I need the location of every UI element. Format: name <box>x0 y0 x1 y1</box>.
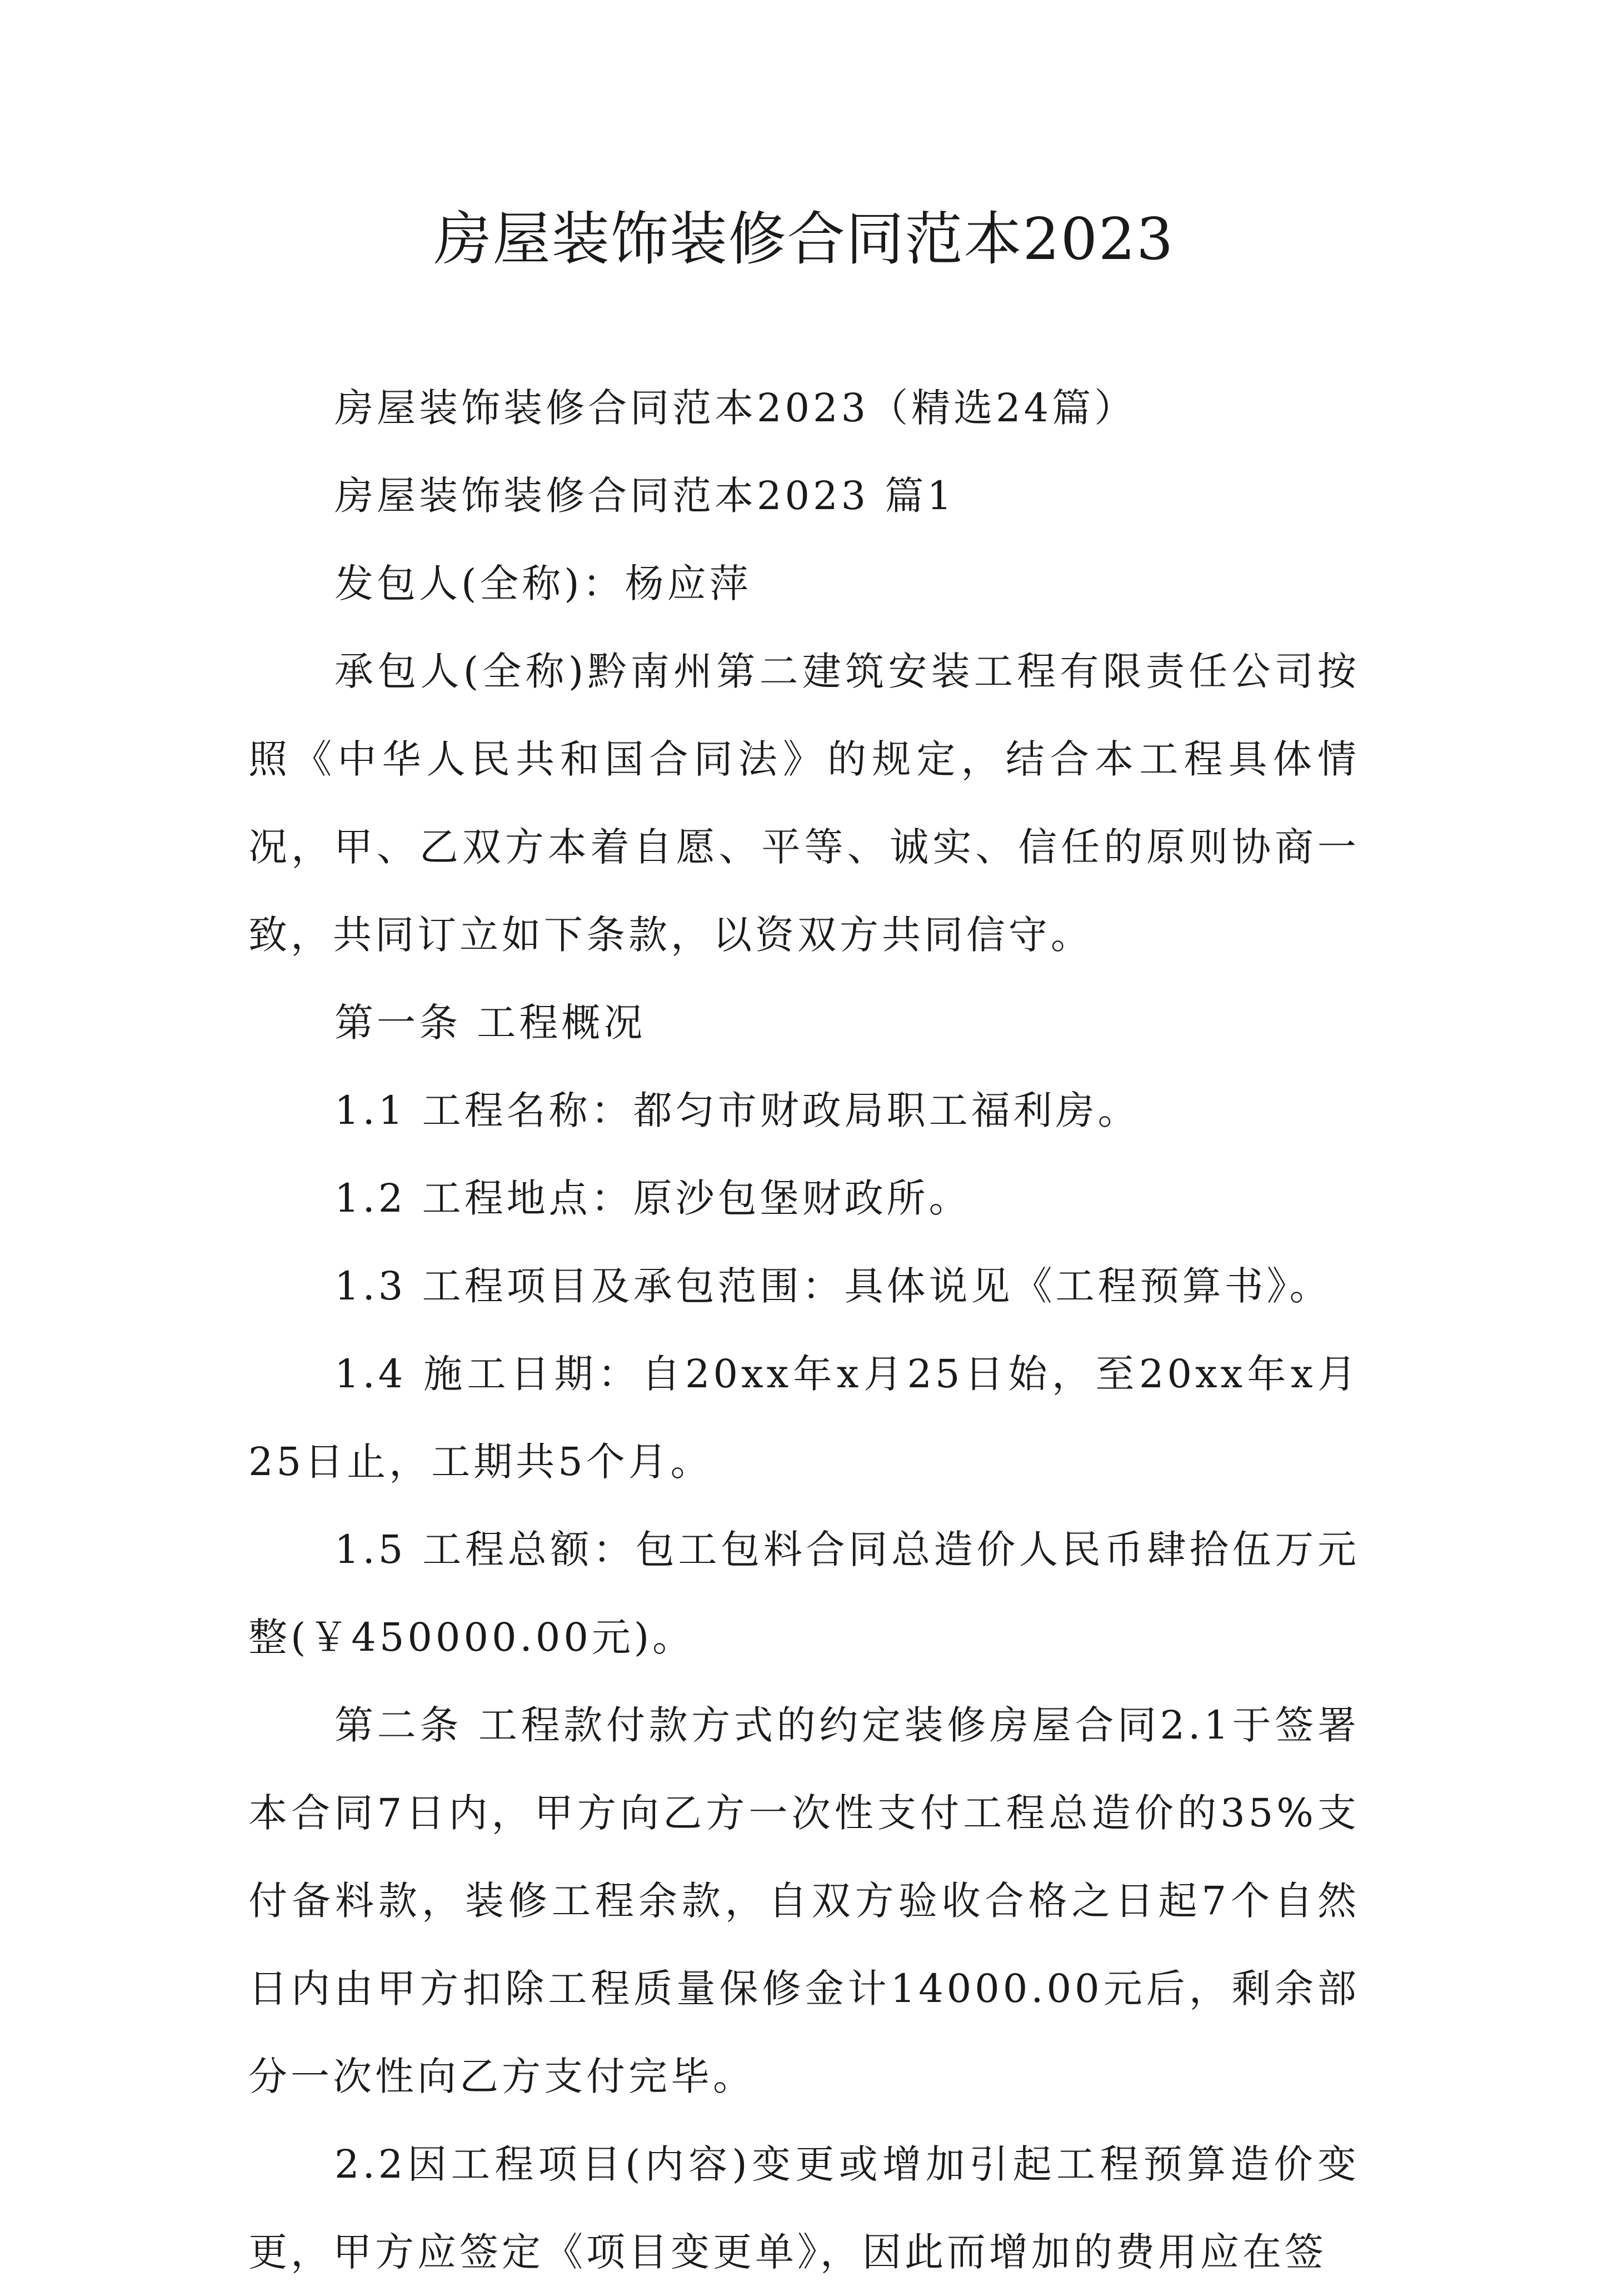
document-title: 房屋装饰装修合同范本2023 <box>433 205 1175 273</box>
paragraph-1-4: 1.4 施工日期：自20xx年x月25日始，至20xx年x月25日止，工期共5个月。 <box>248 1351 1360 1485</box>
paragraph-section-heading: 房屋装饰装修合同范本2023 篇1 <box>334 473 955 519</box>
paragraph-party-a: 发包人(全称)：杨应萍 <box>334 561 752 606</box>
paragraph-party-b: 承包人(全称)黔南州第二建筑安装工程有限责任公司按照《中华人民共和国合同法》的规定，结合本工程具体情况，甲、乙双方本着自愿、平等、诚实、信任的原则协商一致，共同订立如下条款，以资双方共同信守。 <box>248 649 1360 958</box>
paragraph-collection-heading: 房屋装饰装修合同范本2023（精选24篇） <box>334 385 1137 431</box>
paragraph-article-2: 第二条 工程款付款方式的约定装修房屋合同2.1于签署本合同7日内，甲方向乙方一次性支付工程总造价的35%支付备料款，装修工程余款，自双方验收合格之日起7个自然日内由甲方扣除工程质量保修金计14000.00元后，剩余部分一次性向乙方支付完毕。 <box>248 1702 1360 2099</box>
paragraph-article-1-heading: 第一条 工程概况 <box>334 1000 646 1045</box>
paragraph-1-2: 1.2 工程地点：原沙包堡财政所。 <box>334 1176 971 1221</box>
paragraph-1-3: 1.3 工程项目及承包范围：具体说见《工程预算书》。 <box>334 1263 1332 1309</box>
paragraph-1-5: 1.5 工程总额：包工包料合同总造价人民币肆拾伍万元整(￥450000.00元)。 <box>248 1527 1360 1660</box>
document-body <box>248 364 1360 2296</box>
paragraph-1-1: 1.1 工程名称：都匀市财政局职工福利房。 <box>334 1088 1140 1133</box>
paragraph-2-2: 2.2因工程项目(内容)变更或增加引起工程预算造价变更，甲方应签定《项目变更单》，因此而增加的费用应在签 <box>248 2141 1360 2275</box>
